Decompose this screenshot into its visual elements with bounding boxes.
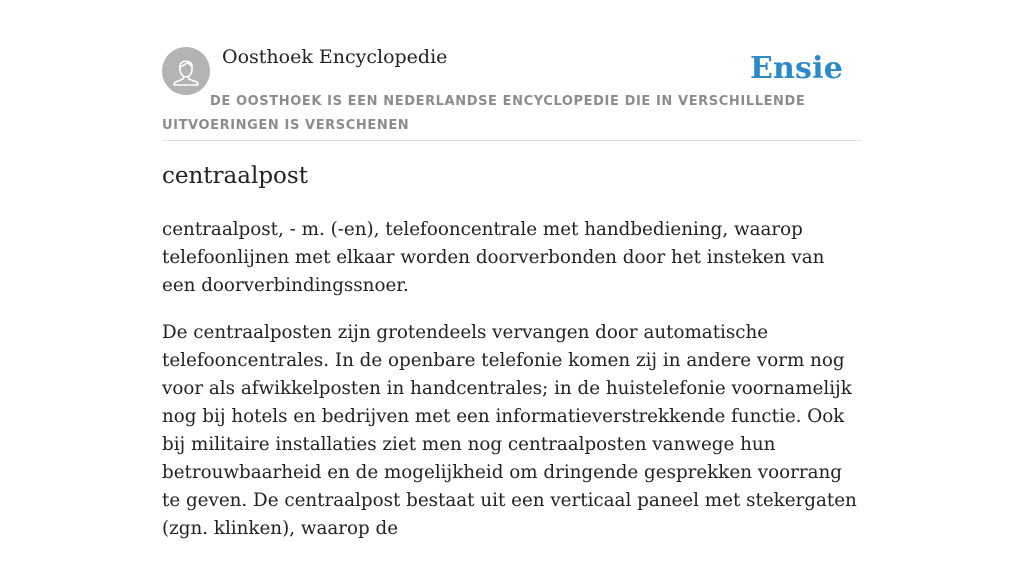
source-name-link[interactable]: Oosthoek Encyclopedie bbox=[222, 46, 448, 68]
article-body bbox=[162, 216, 862, 562]
ensie-logo[interactable]: Ensie bbox=[749, 51, 843, 86]
source-tagline: DE OOSTHOEK IS EEN NEDERLANDSE ENCYCLOPEDIE DIE IN VERSCHILLENDE UITVOERINGEN IS VERSCHENEN bbox=[162, 94, 806, 133]
article-paragraph: De centraalposten zijn grotendeels vervangen door automatische telefooncentrales. In de openbare telefonie komen zij in andere vorm nog voor als afwikkelposten in handcentrales; in de huistelefonie voornamelijk nog bij hotels en bedrijven met een informatieverstrekkende functie. Ook bij militaire installaties ziet men nog centraalposten vanwege hun betrouwbaarheid en de mogelijkheid om dringende gesprekken voorrang te geven. De centraalpost bestaat uit een verticaal paneel met stekergaten (zgn. klinken), waarop de bbox=[162, 322, 857, 539]
article-paragraph: centraalpost, - m. (-en), telefooncentrale met handbediening, waarop telefoonlijnen met elkaar worden doorverbonden door het insteken van een doorverbindingssnoer. bbox=[162, 219, 825, 296]
page-container bbox=[162, 0, 862, 539]
source-header bbox=[162, 0, 862, 141]
user-silhouette-icon bbox=[162, 47, 210, 95]
source-avatar[interactable] bbox=[162, 47, 210, 95]
article-title: centraalpost bbox=[162, 163, 308, 189]
